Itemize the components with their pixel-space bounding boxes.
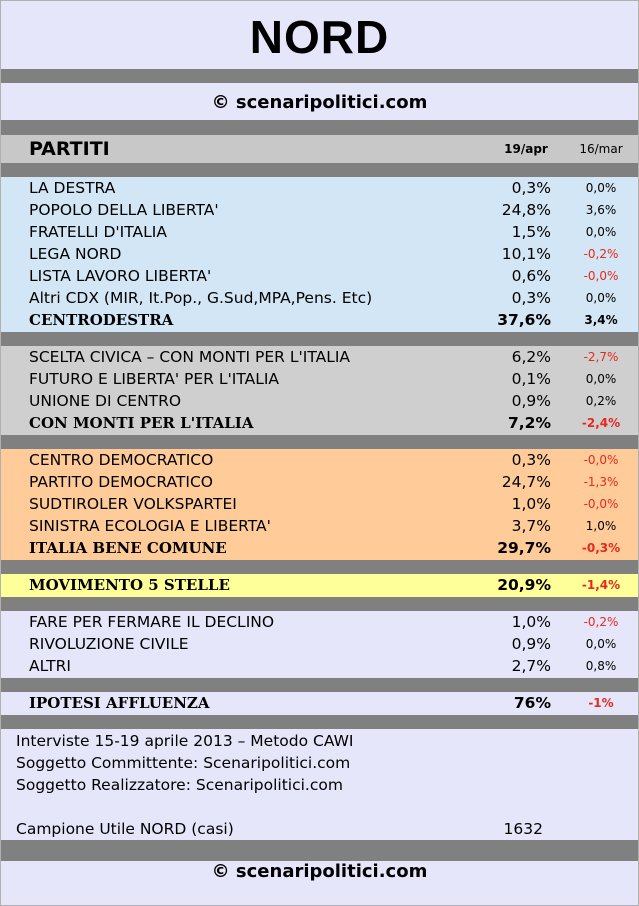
table-row — [1, 611, 638, 633]
value-16-mar: -2,4% — [581, 416, 621, 430]
table-row — [1, 243, 638, 265]
party-name: SUDTIROLER VOLKSPARTEI — [29, 495, 237, 513]
header-col-current: 19/apr — [504, 142, 548, 156]
header-partiti: PARTITI — [29, 138, 110, 160]
table-row — [1, 221, 638, 243]
footer-realizzatore: Soggetto Realizzatore: Scenaripolitici.com — [16, 776, 343, 794]
value-16-mar: 0,0% — [585, 181, 617, 195]
value-19-apr: 1,5% — [511, 223, 551, 241]
value-16-mar: -0,2% — [583, 615, 619, 629]
site-credit-bottom: © scenaripolitici.com — [211, 861, 428, 882]
party-name: SCELTA CIVICA – CON MONTI PER L'ITALIA — [29, 348, 351, 366]
value-19-apr: 10,1% — [501, 245, 551, 263]
page-title: NORD — [249, 11, 390, 63]
value-16-mar: -0,0% — [583, 269, 619, 283]
value-19-apr: 2,7% — [511, 657, 551, 675]
value-16-mar: -0,0% — [583, 453, 619, 467]
value-19-apr: 0,9% — [511, 392, 551, 410]
table-row — [1, 265, 638, 287]
header-col-previous: 16/mar — [579, 142, 623, 156]
group-italia-bene-comune — [1, 449, 638, 560]
party-name: POPOLO DELLA LIBERTA' — [29, 201, 219, 219]
value-19-apr: 37,6% — [497, 311, 551, 329]
value-19-apr: 1,0% — [511, 495, 551, 513]
value-16-mar: -0,2% — [583, 247, 619, 261]
table-row — [1, 633, 638, 655]
party-name: PARTITO DEMOCRATICO — [29, 473, 213, 491]
party-name: SINISTRA ECOLOGIA E LIBERTA' — [29, 517, 271, 535]
party-name: LA DESTRA — [29, 179, 116, 197]
table-row — [1, 390, 638, 412]
separator-bar — [1, 163, 638, 177]
table-row — [1, 692, 638, 714]
value-16-mar: 0,0% — [585, 372, 617, 386]
party-name: FRATELLI D'ITALIA — [29, 223, 167, 241]
table-row — [1, 309, 638, 331]
value-16-mar: -0,0% — [583, 497, 619, 511]
table-row — [1, 493, 638, 515]
value-19-apr: 0,1% — [511, 370, 551, 388]
separator-bar — [1, 715, 638, 729]
value-16-mar: 0,0% — [585, 291, 617, 305]
value-19-apr: 20,9% — [497, 576, 551, 594]
table-row — [1, 515, 638, 537]
value-16-mar: 0,8% — [585, 659, 617, 673]
footer-interviste: Interviste 15-19 aprile 2013 – Metodo CAWI — [16, 732, 354, 750]
table-row — [1, 199, 638, 221]
value-19-apr: 0,9% — [511, 635, 551, 653]
value-19-apr: 0,3% — [511, 289, 551, 307]
table-row — [1, 574, 638, 596]
party-name: Altri CDX (MIR, It.Pop., G.Sud,MPA,Pens. Etc) — [29, 289, 373, 307]
footer-sample-value: 1632 — [503, 820, 543, 838]
value-19-apr: 6,2% — [511, 348, 551, 366]
value-19-apr: 0,6% — [511, 267, 551, 285]
group-affluenza — [1, 692, 638, 715]
value-19-apr: 76% — [513, 694, 551, 712]
party-name: IPOTESI AFFLUENZA — [29, 694, 210, 712]
group-m5s — [1, 574, 638, 597]
value-16-mar: 3,4% — [584, 313, 618, 327]
separator-bar — [1, 560, 638, 574]
value-16-mar: 0,0% — [585, 637, 617, 651]
value-16-mar: 0,2% — [585, 394, 617, 408]
value-19-apr: 0,3% — [511, 451, 551, 469]
value-16-mar: -0,3% — [581, 541, 621, 555]
table-row — [1, 287, 638, 309]
party-name: LISTA LAVORO LIBERTA' — [29, 267, 212, 285]
party-name: MOVIMENTO 5 STELLE — [29, 576, 230, 594]
value-19-apr: 3,7% — [511, 517, 551, 535]
value-16-mar: 1,0% — [585, 519, 617, 533]
value-19-apr: 7,2% — [508, 414, 551, 432]
value-19-apr: 1,0% — [511, 613, 551, 631]
party-name: CENTRO DEMOCRATICO — [29, 451, 214, 469]
table-row — [1, 471, 638, 493]
party-name: LEGA NORD — [29, 245, 122, 263]
group-altri — [1, 611, 638, 678]
group-monti — [1, 346, 638, 435]
table-row — [1, 346, 638, 368]
footer-committente: Soggetto Committente: Scenaripolitici.com — [16, 754, 351, 772]
separator-bar — [1, 678, 638, 692]
value-16-mar: -1% — [588, 696, 614, 710]
table-row — [1, 537, 638, 559]
value-16-mar: -1,3% — [583, 475, 619, 489]
value-16-mar: -2,7% — [583, 350, 619, 364]
table-row — [1, 177, 638, 199]
party-name: ITALIA BENE COMUNE — [29, 539, 227, 557]
value-16-mar: 0,0% — [585, 225, 617, 239]
party-name: UNIONE DI CENTRO — [29, 392, 182, 410]
table-row — [1, 368, 638, 390]
table-row — [1, 412, 638, 434]
footer-sample-label: Campione Utile NORD (casi) — [16, 820, 234, 838]
party-name: RIVOLUZIONE CIVILE — [29, 635, 189, 653]
value-19-apr: 24,8% — [501, 201, 551, 219]
value-16-mar: -1,4% — [581, 578, 621, 592]
value-19-apr: 0,3% — [511, 179, 551, 197]
value-16-mar: 3,6% — [585, 203, 617, 217]
separator-bar — [1, 435, 638, 449]
table-header — [1, 135, 638, 163]
site-credit-top: © scenaripolitici.com — [211, 92, 428, 113]
party-name: FARE PER FERMARE IL DECLINO — [29, 613, 275, 631]
separator-bar — [1, 69, 638, 83]
table-row — [1, 655, 638, 677]
separator-bar — [1, 332, 638, 346]
party-name: CON MONTI PER L'ITALIA — [29, 414, 254, 432]
value-19-apr: 29,7% — [497, 539, 551, 557]
value-19-apr: 24,7% — [501, 473, 551, 491]
separator-bar — [1, 120, 638, 135]
party-name: CENTRODESTRA — [29, 311, 174, 329]
group-centrodestra — [1, 177, 638, 332]
separator-bar — [1, 597, 638, 611]
table-row — [1, 449, 638, 471]
party-name: ALTRI — [29, 657, 71, 675]
party-name: FUTURO E LIBERTA' PER L'ITALIA — [29, 370, 280, 388]
